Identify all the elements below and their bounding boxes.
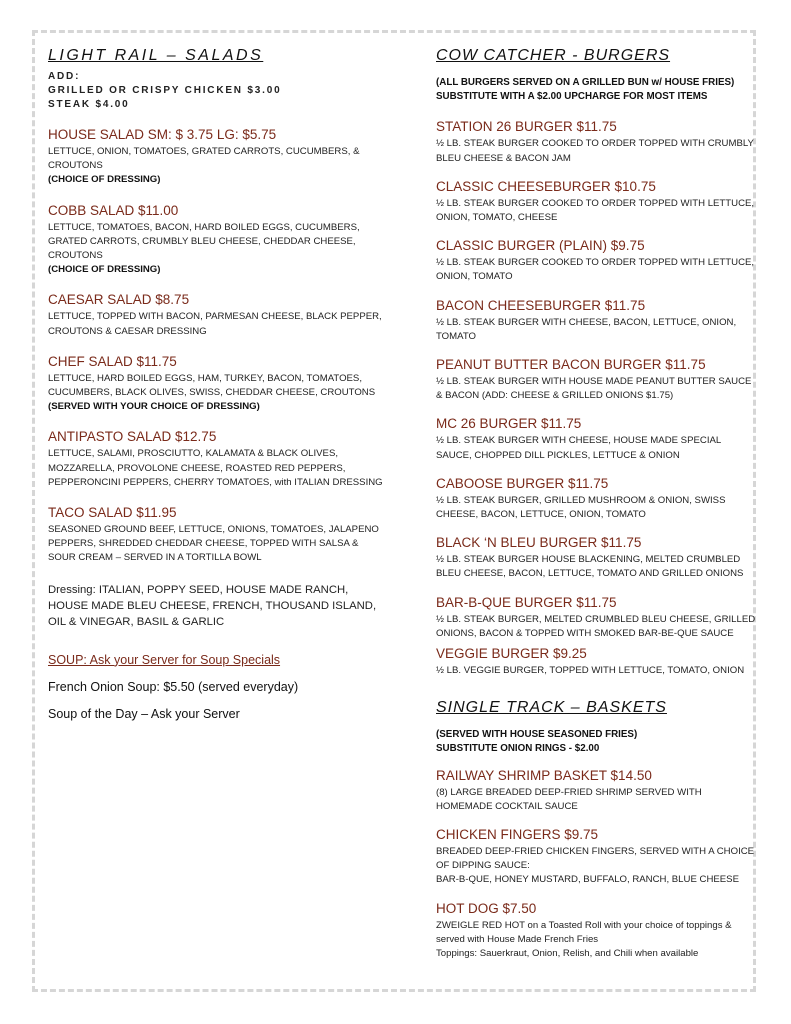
menu-item-cobb-salad xyxy=(48,202,388,278)
menu-item-bacon-cheeseburger xyxy=(436,297,756,344)
menu-item-chicken-fingers xyxy=(436,826,756,888)
dressing-text: ITALIAN, POPPY SEED, HOUSE MADE RANCH, HOUSE MADE BLEU CHEESE, FRENCH, THOUSAND ISLAND, OIL & VINEGAR, BASIL & GARLIC xyxy=(48,583,377,628)
soup-of-the-day: Soup of the Day – Ask your Server xyxy=(48,706,240,721)
soup-french-onion: French Onion Soup: $5.50 (served everyday) xyxy=(48,679,299,694)
add-on-line: STEAK $4.00 xyxy=(48,99,130,110)
item-description: LETTUCE, TOPPED WITH BACON, PARMESAN CHEESE, BLACK PEPPER, CROUTONS & CAESAR DRESSING xyxy=(48,311,382,337)
item-description: ½ LB. STEAK BURGER COOKED TO ORDER TOPPED WITH LETTUCE, ONION, TOMATO, CHEESE xyxy=(436,197,755,224)
burgers-note: (ALL BURGERS SERVED ON A GRILLED BUN w/ HOUSE FRIES) xyxy=(436,77,735,88)
item-description: LETTUCE, HARD BOILED EGGS, HAM, TURKEY, BACON, TOMATOES, CUCUMBERS, BLACK OLIVES, SWISS, CHEDDAR CHEESE, CROUTONS xyxy=(48,372,376,399)
salads-column xyxy=(48,46,388,723)
item-note: (SERVED WITH YOUR CHOICE OF DRESSING) xyxy=(48,401,260,413)
menu-item-peanut-butter-bacon-burger xyxy=(436,356,756,403)
menu-item-hot-dog xyxy=(436,900,756,962)
item-description: ½ LB. VEGGIE BURGER, TOPPED WITH LETTUCE, TOMATO, ONION xyxy=(436,665,745,677)
baskets-note: (SERVED WITH HOUSE SEASONED FRIES) xyxy=(436,729,638,741)
item-title: ANTIPASTO SALAD $12.75 xyxy=(48,429,217,445)
item-description-toppings: Toppings: Sauerkraut, Onion, Relish, and Chili when available xyxy=(436,948,699,960)
soup-heading: SOUP: Ask your Server for Soup Specials xyxy=(48,652,281,667)
salads-section-title: LIGHT RAIL – SALADS xyxy=(48,47,264,64)
item-description: SEASONED GROUND BEEF, LETTUCE, ONIONS, TOMATOES, JALAPENO PEPPERS, SHREDDED CHEDDAR CHEESE, TOPPED WITH SALSA & SOUR CREAM – SERVED IN A TORTILLA BOWL xyxy=(48,524,379,564)
item-title: STATION 26 BURGER $11.75 xyxy=(436,119,617,135)
item-description: ½ LB. STEAK BURGER, GRILLED MUSHROOM & ONION, SWISS CHEESE, BACON, LETTUCE, ONION, TOMATO xyxy=(436,494,726,521)
item-description: ½ LB. STEAK BURGER WITH CHEESE, BACON, LETTUCE, ONION, TOMATO xyxy=(436,316,737,342)
item-description: ½ LB. STEAK BURGER, MELTED CRUMBLED BLEU CHEESE, GRILLED ONIONS, BACON & TOPPED WITH SMOKED BAR-BE-QUE SAUCE xyxy=(436,613,756,639)
item-title: HOT DOG $7.50 xyxy=(436,900,537,916)
add-on-line: ADD: xyxy=(48,71,81,82)
item-title: PEANUT BUTTER BACON BURGER $11.75 xyxy=(436,357,706,373)
item-title: CLASSIC CHEESEBURGER $10.75 xyxy=(436,178,656,194)
item-title: BAR-B-QUE BURGER $11.75 xyxy=(436,594,617,610)
item-title: BLACK ‘N BLEU BURGER $11.75 xyxy=(436,535,642,551)
menu-item-caboose-burger xyxy=(436,475,756,522)
burgers-note: SUBSTITUTE WITH A $2.00 UPCHARGE FOR MOST ITEMS xyxy=(436,91,708,103)
item-title: CHICKEN FINGERS $9.75 xyxy=(436,827,599,843)
item-description: (8) LARGE BREADED DEEP-FRIED SHRIMP SERVED WITH HOMEMADE COCKTAIL SAUCE xyxy=(436,786,702,812)
item-title: CHEF SALAD $11.75 xyxy=(48,353,177,369)
item-description: LETTUCE, ONION, TOMATOES, GRATED CARROTS, CUCUMBERS, & CROUTONS xyxy=(48,146,360,172)
item-title: COBB SALAD $11.00 xyxy=(48,202,179,218)
item-title: BACON CHEESEBURGER $11.75 xyxy=(436,297,646,313)
add-on-line: GRILLED OR CRISPY CHICKEN $3.00 xyxy=(48,85,282,96)
menu-item-black-n-bleu-burger xyxy=(436,534,756,581)
item-description: ½ LB. STEAK BURGER COOKED TO ORDER TOPPED WITH CRUMBLY BLEU CHEESE & BACON JAM xyxy=(436,138,754,164)
menu-item-chef-salad xyxy=(48,353,388,415)
dressing-list xyxy=(48,582,388,630)
menu-item-antipasto-salad xyxy=(48,428,388,490)
item-description: LETTUCE, TOMATOES, BACON, HARD BOILED EGGS, CUCUMBERS, GRATED CARROTS, CRUMBLY BLEU CHEESE, CHEDDAR CHEESE, CROUTONS xyxy=(48,221,360,262)
item-title: HOUSE SALAD SM: $ 3.75 LG: $5.75 xyxy=(48,127,277,142)
dressing-label: Dressing: xyxy=(48,583,96,596)
item-description: ½ LB. STEAK BURGER WITH HOUSE MADE PEANUT BUTTER SAUCE & BACON (ADD: CHEESE & GRILLED ONIONS $1.75) xyxy=(436,376,752,402)
menu-item-railway-shrimp-basket xyxy=(436,767,756,814)
item-description: ½ LB. STEAK BURGER HOUSE BLACKENING, MELTED CRUMBLED BLEU CHEESE, BACON, LETTUCE, TOMATO AND GRILLED ONIONS xyxy=(436,554,744,580)
menu-item-veggie-burger xyxy=(436,645,756,678)
baskets-note: SUBSTITUTE ONION RINGS - $2.00 xyxy=(436,743,600,755)
item-title: CABOOSE BURGER $11.75 xyxy=(436,475,609,491)
baskets-section-title: SINGLE TRACK – BASKETS xyxy=(436,699,667,717)
menu-item-classic-burger xyxy=(436,237,756,284)
item-title: CAESAR SALAD $8.75 xyxy=(48,292,190,308)
item-description: ZWEIGLE RED HOT on a Toasted Roll with your choice of toppings & served with House Made French Fries xyxy=(436,919,732,945)
item-note: (CHOICE OF DRESSING) xyxy=(48,264,161,276)
burgers-section-title: COW CATCHER - BURGERS xyxy=(436,47,671,64)
menu-item-mc-26-burger xyxy=(436,415,756,462)
item-title: TACO SALAD $11.95 xyxy=(48,505,177,521)
item-title: VEGGIE BURGER $9.25 xyxy=(436,646,587,662)
item-note: (CHOICE OF DRESSING) xyxy=(48,174,161,186)
item-title: CLASSIC BURGER (PLAIN) $9.75 xyxy=(436,238,645,254)
item-description: ½ LB. STEAK BURGER WITH CHEESE, HOUSE MADE SPECIAL SAUCE, CHOPPED DILL PICKLES, LETTUCE & ONION xyxy=(436,435,721,461)
item-title: MC 26 BURGER $11.75 xyxy=(436,416,582,432)
item-description-sauces: BAR-B-QUE, HONEY MUSTARD, BUFFALO, RANCH, BLUE CHEESE xyxy=(436,874,739,886)
menu-item-caesar-salad xyxy=(48,291,388,338)
menu-item-taco-salad xyxy=(48,504,388,566)
menu-item-bar-b-que-burger xyxy=(436,594,756,641)
item-title: RAILWAY SHRIMP BASKET $14.50 xyxy=(436,767,652,783)
item-description: BREADED DEEP-FRIED CHICKEN FINGERS, SERVED WITH A CHOICE OF DIPPING SAUCE: xyxy=(436,846,755,872)
item-description: ½ LB. STEAK BURGER COOKED TO ORDER TOPPED WITH LETTUCE, ONION, TOMATO xyxy=(436,257,755,283)
burgers-column xyxy=(436,46,756,961)
item-description: LETTUCE, SALAMI, PROSCIUTTO, KALAMATA & BLACK OLIVES, MOZZARELLA, PROVOLONE CHEESE, ROASTED RED PEPPERS, PEPPERONCINI PEPPERS, CHERRY TOMATOES, with ITALIAN DRESSING xyxy=(48,448,383,488)
menu-item-house-salad xyxy=(48,126,388,188)
menu-item-classic-cheeseburger xyxy=(436,178,756,225)
menu-item-station-26-burger xyxy=(436,118,756,165)
